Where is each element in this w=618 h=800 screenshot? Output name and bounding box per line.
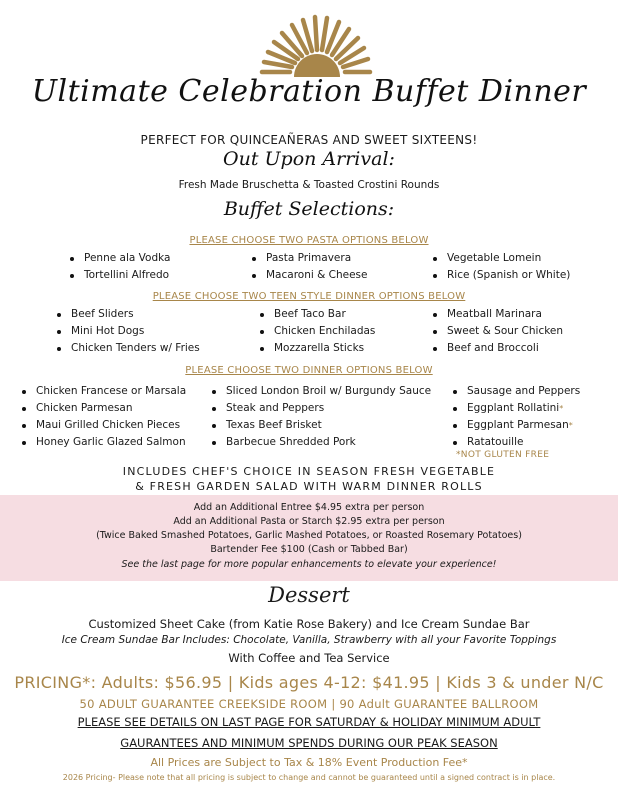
list-item: Pasta Primavera: [250, 250, 367, 267]
pasta-column-2: [250, 250, 367, 284]
dinner-choose-label: PLEASE CHOOSE TWO DINNER OPTIONS BELOW: [185, 365, 433, 376]
pasta-column-1: [68, 250, 170, 284]
teen-column-3: [431, 306, 563, 357]
list-item: Macaroni & Cheese: [250, 267, 367, 284]
arrival-heading: Out Upon Arrival:: [223, 148, 395, 170]
list-item: Sliced London Broil w/ Burgundy Sauce: [210, 383, 431, 400]
list-item: Honey Garlic Glazed Salmon: [20, 434, 186, 451]
addon-bartender: Bartender Fee $100 (Cash or Tabbed Bar): [210, 544, 408, 555]
asterisk-mark: *: [559, 404, 564, 413]
dinner-column-2: [210, 383, 431, 451]
dessert-line-3: With Coffee and Tea Service: [228, 651, 390, 665]
pricing-disclaimer: 2026 Pricing- Please note that all pricing is subject to change and cannot be guaranteed until a signed contract is in place.: [62, 773, 556, 782]
list-item: Texas Beef Brisket: [210, 417, 431, 434]
includes-line-2: & FRESH GARDEN SALAD WITH WARM DINNER ROLLS: [135, 480, 483, 493]
dinner-column-3: [451, 383, 580, 451]
asterisk-mark: *: [568, 421, 573, 430]
peak-notice-2: GAURANTEES AND MINIMUM SPENDS DURING OUR PEAK SEASON: [120, 736, 498, 750]
page-subtitle: PERFECT FOR QUINCEAÑERAS AND SWEET SIXTEENS!: [140, 133, 478, 147]
list-item: Maui Grilled Chicken Pieces: [20, 417, 186, 434]
arrival-text: Fresh Made Bruschetta & Toasted Crostini Rounds: [178, 179, 440, 191]
teen-column-1: [55, 306, 200, 357]
sunburst-logo-icon: [252, 6, 382, 78]
pricing-line: PRICING*: Adults: $56.95 | Kids ages 4-12: $41.95 | Kids 3 & under N/C: [14, 673, 604, 692]
dessert-line-1: Customized Sheet Cake (from Katie Rose Bakery) and Ice Cream Sundae Bar: [88, 617, 530, 631]
gluten-note: *NOT GLUTEN FREE: [456, 450, 550, 460]
list-item: Beef and Broccoli: [431, 340, 563, 357]
peak-notice-1: PLEASE SEE DETAILS ON LAST PAGE FOR SATURDAY & HOLIDAY MINIMUM ADULT: [77, 715, 541, 729]
list-item: Sweet & Sour Chicken: [431, 323, 563, 340]
list-item: Rice (Spanish or White): [431, 267, 570, 284]
list-item: Chicken Tenders w/ Fries: [55, 340, 200, 357]
pasta-choose-label: PLEASE CHOOSE TWO PASTA OPTIONS BELOW: [189, 235, 429, 246]
dessert-line-2: Ice Cream Sundae Bar Includes: Chocolate, Vanilla, Strawberry with all your Favorite Toppings: [61, 634, 557, 646]
list-item: Vegetable Lomein: [431, 250, 570, 267]
teen-column-2: [258, 306, 375, 357]
teen-choose-label: PLEASE CHOOSE TWO TEEN STYLE DINNER OPTIONS BELOW: [152, 291, 466, 302]
list-item: Chicken Parmesan: [20, 400, 186, 417]
list-item: Penne ala Vodka: [68, 250, 170, 267]
list-item: Barbecue Shredded Pork: [210, 434, 431, 451]
list-item: Mini Hot Dogs: [55, 323, 200, 340]
addon-enhancements: See the last page for more popular enhancements to elevate your experience!: [121, 559, 497, 570]
list-item: Chicken Francese or Marsala: [20, 383, 186, 400]
dinner-column-1: [20, 383, 186, 451]
list-item: Meatball Marinara: [431, 306, 563, 323]
page-title: Ultimate Celebration Buffet Dinner: [31, 74, 587, 109]
pasta-column-3: [431, 250, 570, 284]
list-item: Chicken Enchiladas: [258, 323, 375, 340]
guarantees-line: 50 ADULT GUARANTEE CREEKSIDE ROOM | 90 Adult GUARANTEE BALLROOM: [79, 697, 539, 711]
addon-pasta: Add an Additional Pasta or Starch $2.95 extra per person: [173, 516, 445, 527]
list-item: Beef Taco Bar: [258, 306, 375, 323]
addon-potatoes: (Twice Baked Smashed Potatoes, Garlic Mashed Potatoes, or Roasted Rosemary Potatoes): [96, 530, 522, 541]
includes-line-1: INCLUDES CHEF'S CHOICE IN SEASON FRESH VEGETABLE: [122, 465, 496, 478]
list-item: Sausage and Peppers: [451, 383, 580, 400]
list-item: Eggplant Rollatini*: [451, 400, 580, 417]
list-item: Eggplant Parmesan*: [451, 417, 580, 434]
list-item: Mozzarella Sticks: [258, 340, 375, 357]
list-item: Steak and Peppers: [210, 400, 431, 417]
addon-entree: Add an Additional Entree $4.95 extra per person: [193, 502, 425, 513]
list-item: Ratatouille: [451, 434, 580, 451]
dessert-heading: Dessert: [268, 583, 350, 607]
list-item: Beef Sliders: [55, 306, 200, 323]
buffet-heading: Buffet Selections:: [223, 198, 395, 220]
tax-line: All Prices are Subject to Tax & 18% Event Production Fee*: [150, 756, 468, 769]
list-item: Tortellini Alfredo: [68, 267, 170, 284]
